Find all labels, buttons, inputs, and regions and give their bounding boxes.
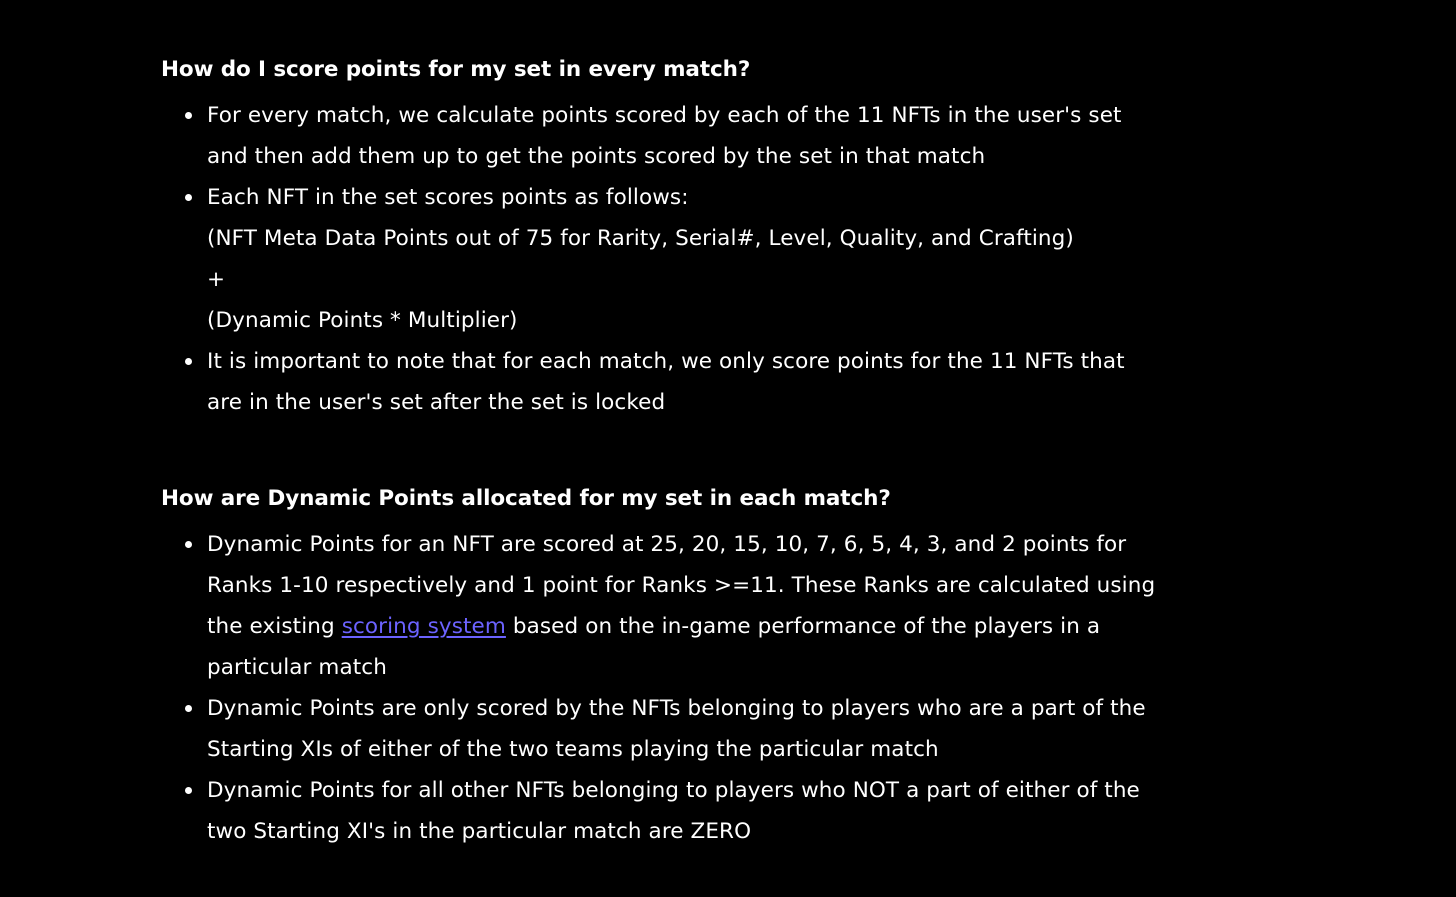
formula-dynamic-points: (Dynamic Points * Multiplier) bbox=[207, 308, 518, 333]
list-item-text: Starting XIs of either of the two teams playing the particular match bbox=[207, 737, 939, 762]
list-item-text: are in the user's set after the set is locked bbox=[207, 390, 666, 415]
text-before-link: the existing bbox=[207, 614, 342, 639]
list-item-text: and then add them up to get the points scored by the set in that match bbox=[207, 144, 986, 169]
list-item-text: Dynamic Points are only scored by the NFTs belonging to players who are a part of the bbox=[207, 696, 1146, 721]
list-item bbox=[207, 341, 1241, 423]
faq-content bbox=[161, 52, 1241, 852]
list-item-text: two Starting XI's in the particular match are ZERO bbox=[207, 819, 752, 844]
formula-plus: + bbox=[207, 267, 226, 292]
list-item bbox=[207, 688, 1241, 770]
list-item-text: Ranks 1-10 respectively and 1 point for Ranks >=11. These Ranks are calculated using bbox=[207, 573, 1156, 598]
list-item bbox=[207, 524, 1241, 688]
list-item-text: Each NFT in the set scores points as follows: bbox=[207, 185, 689, 210]
list-item-text: It is important to note that for each match, we only score points for the 11 NFTs that bbox=[207, 349, 1125, 374]
faq-section-scoring bbox=[161, 52, 1241, 423]
answer-list bbox=[161, 524, 1241, 852]
list-item bbox=[207, 770, 1241, 852]
list-item-text: Dynamic Points for all other NFTs belonging to players who NOT a part of either of the bbox=[207, 778, 1140, 803]
answer-list bbox=[161, 95, 1241, 423]
list-item bbox=[207, 177, 1241, 341]
formula-meta-points: (NFT Meta Data Points out of 75 for Rarity, Serial#, Level, Quality, and Crafting) bbox=[207, 226, 1074, 251]
scoring-system-link[interactable]: scoring system bbox=[341, 614, 506, 639]
list-item-text: Dynamic Points for an NFT are scored at 25, 20, 15, 10, 7, 6, 5, 4, 3, and 2 points for bbox=[207, 532, 1127, 557]
list-item-text-with-link bbox=[207, 606, 1241, 647]
list-item-text: particular match bbox=[207, 655, 387, 680]
faq-section-dynamic-points bbox=[161, 481, 1241, 852]
faq-question-dynamic-points: How are Dynamic Points allocated for my set in each match? bbox=[161, 486, 891, 511]
text-after-link: based on the in-game performance of the players in a bbox=[505, 614, 1101, 639]
list-item-text: For every match, we calculate points scored by each of the 11 NFTs in the user's set bbox=[207, 103, 1122, 128]
list-item bbox=[207, 95, 1241, 177]
faq-question-scoring: How do I score points for my set in every match? bbox=[161, 57, 751, 82]
